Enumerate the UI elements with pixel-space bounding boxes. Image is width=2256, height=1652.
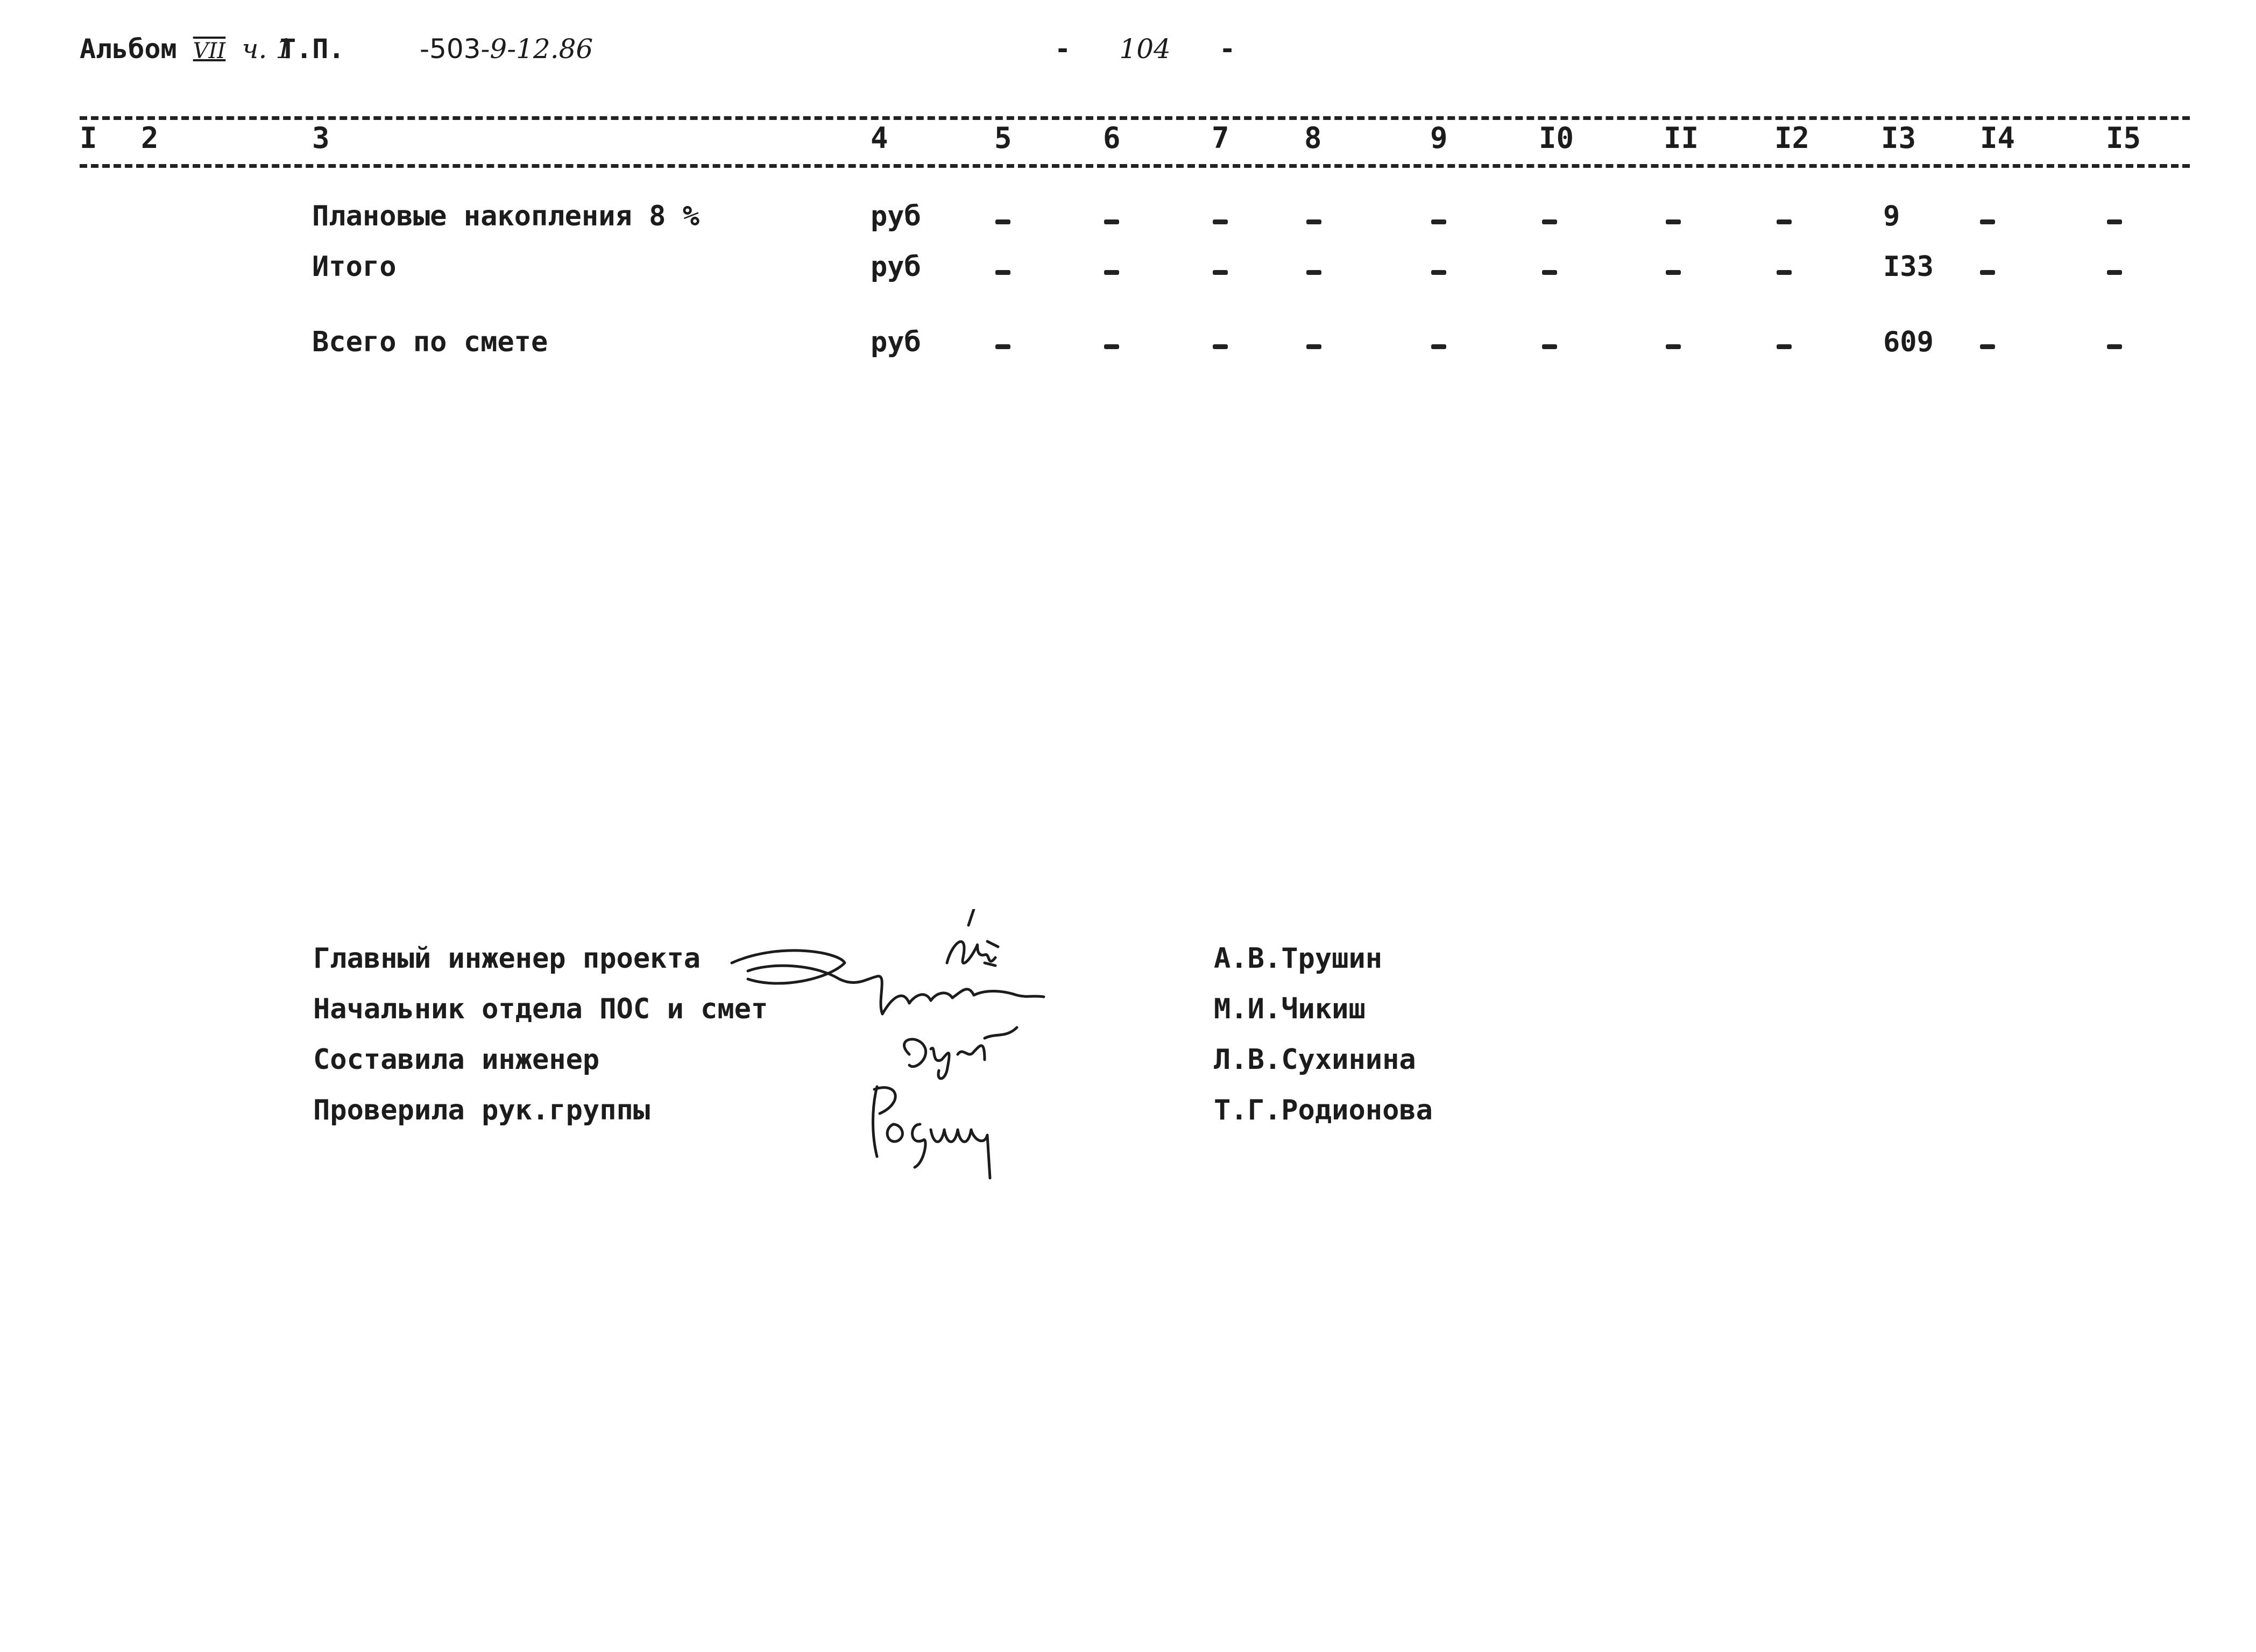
signer-name: Л.В.Сухинина (1214, 1044, 1416, 1076)
column-header-13: I3 (1881, 121, 1916, 155)
empty-cell-dash (1431, 219, 1446, 224)
signer-name: Т.Г.Родионова (1214, 1094, 1433, 1126)
empty-cell-dash (1306, 219, 1321, 224)
row-name: Плановые накопления 8 % (312, 200, 700, 232)
empty-cell-dash (1666, 270, 1681, 275)
row-col13: 609 (1883, 326, 1934, 358)
page-dash-right: - (1219, 33, 1236, 65)
empty-cell-dash (1777, 344, 1792, 349)
page-number-value: 104 (1119, 33, 1171, 65)
empty-cell-dash (1213, 344, 1228, 349)
album-label (80, 33, 293, 65)
column-header-1: I (80, 121, 97, 155)
signature-2-stroke (732, 951, 1044, 1014)
row-unit: руб (871, 251, 921, 283)
album-volume: VII (193, 39, 226, 63)
empty-cell-dash (1104, 270, 1119, 275)
table-header-rule (80, 164, 2190, 168)
handwritten-signatures (716, 909, 1108, 1200)
column-header-12: I2 (1774, 121, 1810, 155)
column-header-6: 6 (1103, 121, 1121, 155)
column-header-2: 2 (141, 121, 159, 155)
signer-name: А.В.Трушин (1214, 942, 1383, 975)
empty-cell-dash (1213, 270, 1228, 275)
album-part: ч. 1 (242, 33, 293, 65)
column-header-15: I5 (2106, 121, 2141, 155)
signer-name: М.И.Чикиш (1214, 993, 1366, 1025)
empty-cell-dash (2107, 219, 2122, 224)
empty-cell-dash (1777, 219, 1792, 224)
empty-cell-dash (1980, 270, 1995, 275)
row-name: Итого (312, 251, 397, 283)
row-name: Всего по смете (312, 326, 548, 358)
empty-cell-dash (1306, 270, 1321, 275)
empty-cell-dash (1213, 219, 1228, 224)
empty-cell-dash (1542, 270, 1557, 275)
empty-cell-dash (995, 344, 1010, 349)
empty-cell-dash (1980, 219, 1995, 224)
empty-cell-dash (1542, 344, 1557, 349)
tp-label: Т.П. (280, 33, 345, 65)
column-header-3: 3 (312, 121, 330, 155)
empty-cell-dash (1980, 344, 1995, 349)
empty-cell-dash (995, 270, 1010, 275)
signature-1-stroke (947, 909, 998, 966)
empty-cell-dash (1666, 344, 1681, 349)
project-code (420, 33, 593, 65)
column-header-11: II (1664, 121, 1699, 155)
row-col13: I33 (1883, 251, 1934, 283)
album-word: Альбом (80, 33, 177, 65)
column-header-10: I0 (1539, 121, 1574, 155)
empty-cell-dash (2107, 344, 2122, 349)
empty-cell-dash (1306, 344, 1321, 349)
empty-cell-dash (995, 219, 1010, 224)
signature-4-stroke (873, 1087, 991, 1178)
empty-cell-dash (1542, 219, 1557, 224)
column-header-7: 7 (1212, 121, 1229, 155)
empty-cell-dash (1431, 270, 1446, 275)
signer-role: Начальник отдела ПОС и смет (313, 993, 768, 1025)
column-header-9: 9 (1430, 121, 1448, 155)
signer-role: Главный инженер проекта (313, 942, 701, 975)
page-number (1055, 33, 1235, 65)
column-header-5: 5 (994, 121, 1012, 155)
empty-cell-dash (1666, 219, 1681, 224)
table-top-rule (80, 116, 2190, 120)
empty-cell-dash (1777, 270, 1792, 275)
project-code-handwritten: -9-12.86 (480, 33, 593, 65)
column-header-14: I4 (1980, 121, 2015, 155)
column-header-8: 8 (1304, 121, 1322, 155)
row-unit: руб (871, 326, 921, 358)
signer-role: Проверила рук.группы (313, 1094, 650, 1126)
empty-cell-dash (1104, 219, 1119, 224)
row-col13: 9 (1883, 200, 1900, 232)
signer-role: Составила инженер (313, 1044, 600, 1076)
empty-cell-dash (2107, 270, 2122, 275)
page-dash-left: - (1055, 33, 1071, 65)
project-code-printed: -503 (420, 33, 481, 65)
empty-cell-dash (1104, 344, 1119, 349)
empty-cell-dash (1431, 344, 1446, 349)
row-unit: руб (871, 200, 921, 232)
column-header-4: 4 (871, 121, 888, 155)
signature-3-stroke (904, 1027, 1017, 1079)
